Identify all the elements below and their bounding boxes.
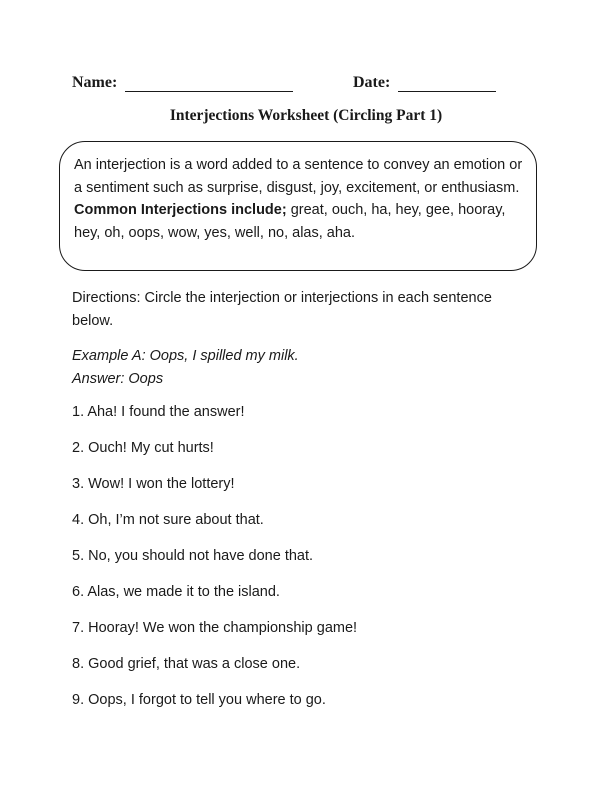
example-answer: Answer: Oops: [72, 371, 164, 387]
name-field: [72, 74, 293, 92]
common-interjections-list: great, ouch, ha, hey, gee, hooray, hey, oh, oops, wow, yes, well, no, alas, aha.: [74, 202, 506, 241]
question-item: 9. Oops, I forgot to tell you where to go.: [72, 692, 326, 708]
common-interjections-label: Common Interjections include;: [74, 202, 287, 218]
question-list: [72, 401, 357, 725]
question-item: 5. No, you should not have done that.: [72, 548, 314, 564]
worksheet-title: Interjections Worksheet (Circling Part 1): [169, 107, 443, 124]
definition-text: An interjection is a word added to a sentence to convey an emotion or a sentiment such as surprise, disgust, joy, excitement, or enthusiasm.: [74, 157, 523, 196]
date-field: [353, 74, 496, 92]
question-item: 6. Alas, we made it to the island.: [72, 584, 280, 600]
name-blank-line[interactable]: [125, 76, 293, 92]
date-label: Date:: [353, 74, 391, 91]
question-item: 4. Oh, I’m not sure about that.: [72, 512, 264, 528]
example-block: [72, 345, 299, 391]
header-row: [72, 74, 542, 96]
definition-box: [59, 141, 537, 271]
question-item: 3. Wow! I won the lottery!: [72, 476, 235, 492]
date-blank-line[interactable]: [398, 76, 496, 92]
question-item: 8. Good grief, that was a close one.: [72, 656, 301, 672]
name-label: Name:: [72, 74, 118, 91]
question-item: 7. Hooray! We won the championship game!: [72, 620, 358, 636]
question-item: 1. Aha! I found the answer!: [72, 404, 245, 420]
directions-text: Directions: Circle the interjection or interjections in each sentence below.: [72, 290, 492, 329]
question-item: 2. Ouch! My cut hurts!: [72, 440, 214, 456]
example-question: Example A: Oops, I spilled my milk.: [72, 348, 299, 364]
